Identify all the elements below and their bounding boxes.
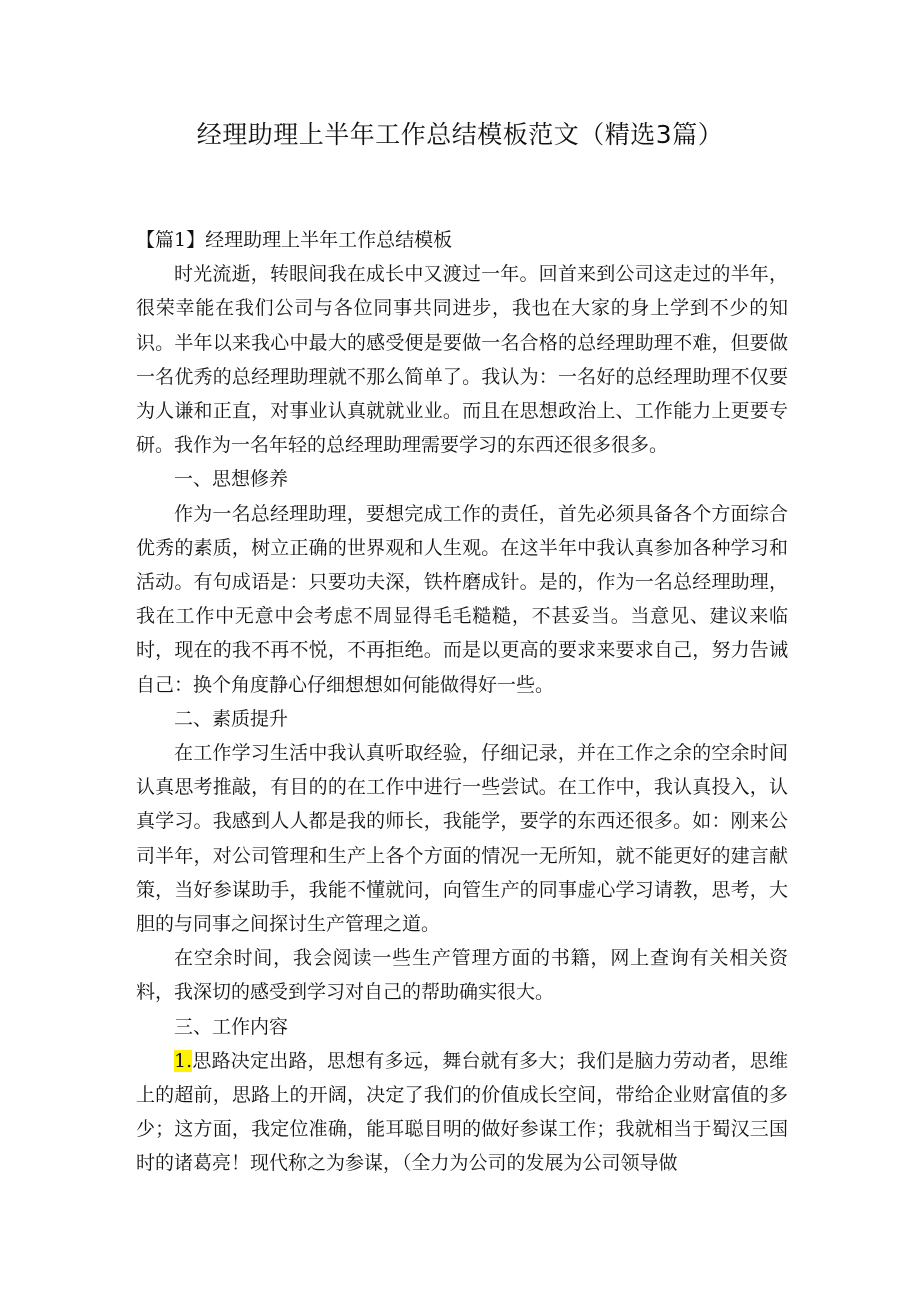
paragraph-ideology: 作为一名总经理助理，要想完成工作的责任，首先必须具备各个方面综合优秀的素质，树立正确的世界观和人生观。在这半年中我认真参加各种学习和活动。有句成语是：只要功夫深，铁杵磨成针。是的，作为一名总经理助理，我在工作中无意中会考虑不周显得毛毛糙糙，不甚妥当。当意见、建议来临时，现在的我不再不悦，不再拒绝。而是以更高的要求来要求自己，努力告诫自己：换个角度静心仔细想想如何能做得好一些。: [136, 502, 788, 696]
subheading-quality: 二、素质提升: [174, 707, 289, 730]
paragraph-reading: 在空余时间，我会阅读一些生产管理方面的书籍，网上查询有关相关资料，我深切的感受到学习对自己的帮助确实很大。: [136, 947, 788, 1004]
section-heading: 【篇1】经理助理上半年工作总结模板: [136, 229, 453, 251]
paragraph-work-content: [136, 1044, 788, 1181]
paragraph-intro: 时光流逝，转眼间我在成长中又渡过一年。回首来到公司这走过的半年，很荣幸能在我们公司与各位同事共同进步，我也在大家的身上学到不少的知识。半年以来我心中最大的感受便是要做一名合格的总经理助理不难，但要做一名优秀的总经理助理就不那么简单了。我认为：一名好的总经理助理不仅要为人谦和正直，对事业认真就就业业。而且在思想政治上、工作能力上更要专研。我作为一名年轻的总经理助理需要学习的东西还很多很多。: [136, 263, 788, 457]
subheading-work-content: 三、工作内容: [174, 1015, 289, 1038]
paragraph-quality: 在工作学习生活中我认真听取经验，仔细记录，并在工作之余的空余时间认真思考推敲，有目的的在工作中进行一些尝试。在工作中，我认真投入，认真学习。我感到人人都是我的师长，我能学，要学的东西还很多。如：刚来公司半年，对公司管理和生产上各个方面的情况一无所知，就不能更好的建言献策，当好参谋助手，我能不懂就问，向管生产的同事虚心学习请教，思考，大胆的与同事之间探讨生产管理之道。: [136, 742, 788, 936]
paragraph-work-content-text: 思路决定出路，思想有多远，舞台就有多大；我们是脑力劳动者，思维上的超前，思路上的开阔，决定了我们的价值成长空间，带给企业财富值的多少；这方面，我定位准确，能耳聪目明的做好参谋工作；我就相当于蜀汉三国时的诸葛亮！现代称之为参谋，（全力为公司的发展为公司领导做: [136, 1049, 788, 1175]
document-body: [136, 223, 788, 1181]
highlighted-list-number: 1.: [174, 1049, 193, 1072]
subheading-ideology: 一、思想修养: [174, 468, 289, 491]
document-title: 经理助理上半年工作总结模板范文（精选3篇）: [196, 120, 724, 149]
